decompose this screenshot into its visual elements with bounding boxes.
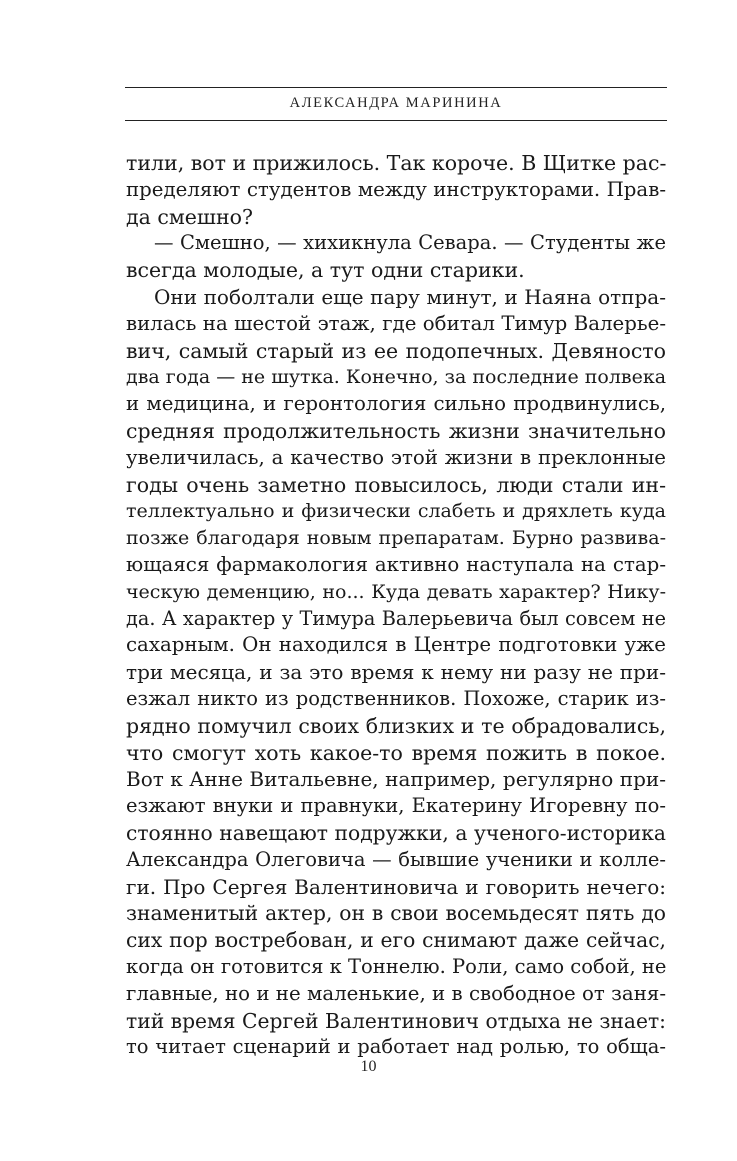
text-line: вилась на шестой этаж, где обитал Тимур Валерье- (126, 311, 666, 335)
text-line: езжал никто из родственников. Похоже, старик из- (126, 686, 666, 710)
body-text (126, 150, 666, 1061)
text-line: что смогут хоть какое-то время пожить в покое. (126, 740, 666, 765)
text-line: стоянно навещают подружки, а ученого-историка (126, 820, 666, 845)
running-head-author: АЛЕКСАНДРА МАРИНИНА (125, 87, 667, 121)
text-line: три месяца, и за это время к нему ни разу не при- (126, 660, 666, 685)
text-line: вич, самый старый из ее подопечных. Девяносто (126, 338, 666, 363)
text-line: главные, но и не маленькие, и в свободное от заня- (126, 981, 666, 1005)
text-line: Александра Олеговича — бывшие ученики и колле- (126, 847, 666, 871)
text-line: средняя продолжительность жизни значительно (126, 418, 666, 443)
text-line: знаменитый актер, он в свои восемьдесят пять до (126, 901, 666, 926)
text-line: езжают внуки и правнуки, Екатерину Игоревну по- (126, 794, 666, 818)
text-line: сахарным. Он находился в Центре подготовки уже (126, 633, 666, 657)
text-line: теллектуально и физически слабеть и дряхлеть куда (126, 500, 666, 523)
text-line: то читает сценарий и работает над ролью, то обща- (126, 1035, 666, 1059)
text-line: позже благодаря новым препаратам. Бурно развива- (126, 527, 666, 550)
text-line: Вот к Анне Витальевне, например, регулярно при- (126, 767, 666, 792)
text-line: когда он готовится к Тоннелю. Роли, само собой, не (126, 954, 667, 978)
text-line: ги. Про Сергея Валентиновича и говорить нечего: (126, 874, 666, 899)
text-line: ческую деменцию, но... Куда девать характер? Нику- (126, 580, 666, 603)
text-line: два года — не шутка. Конечно, за последние полвека (126, 366, 667, 389)
text-line: Они поболтали еще пару минут, и Наяна отпра- (154, 284, 666, 309)
text-line: рядно помучил своих близких и те обрадовались, (126, 713, 666, 738)
text-line: годы очень заметно повысилось, люди стали ин- (126, 472, 666, 497)
text-line: и медицина, и геронтология сильно продвинулись, (126, 392, 666, 416)
page-number: 10 (360, 1058, 377, 1075)
text-line: тили, вот и прижилось. Так короче. В Щитке рас- (126, 151, 667, 175)
text-line: всегда молодые, а тут одни старики. (126, 258, 525, 283)
text-line: сих пор востребован, и его снимают даже сейчас, (126, 928, 666, 953)
text-line: — Смешно, — хихикнула Севара. — Студенты же (154, 231, 666, 255)
text-line: пределяют студентов между инструкторами. Прав- (126, 177, 666, 201)
text-line: ющаяся фармакология активно наступала на стар- (126, 552, 666, 576)
text-line: увеличилась, а качество этой жизни в преклонные (126, 445, 666, 469)
text-line: да смешно? (126, 204, 253, 229)
text-line: тий время Сергей Валентинович отдыха не знает: (126, 1008, 666, 1033)
text-line: да. А характер у Тимура Валерьевича был совсем не (126, 606, 666, 630)
